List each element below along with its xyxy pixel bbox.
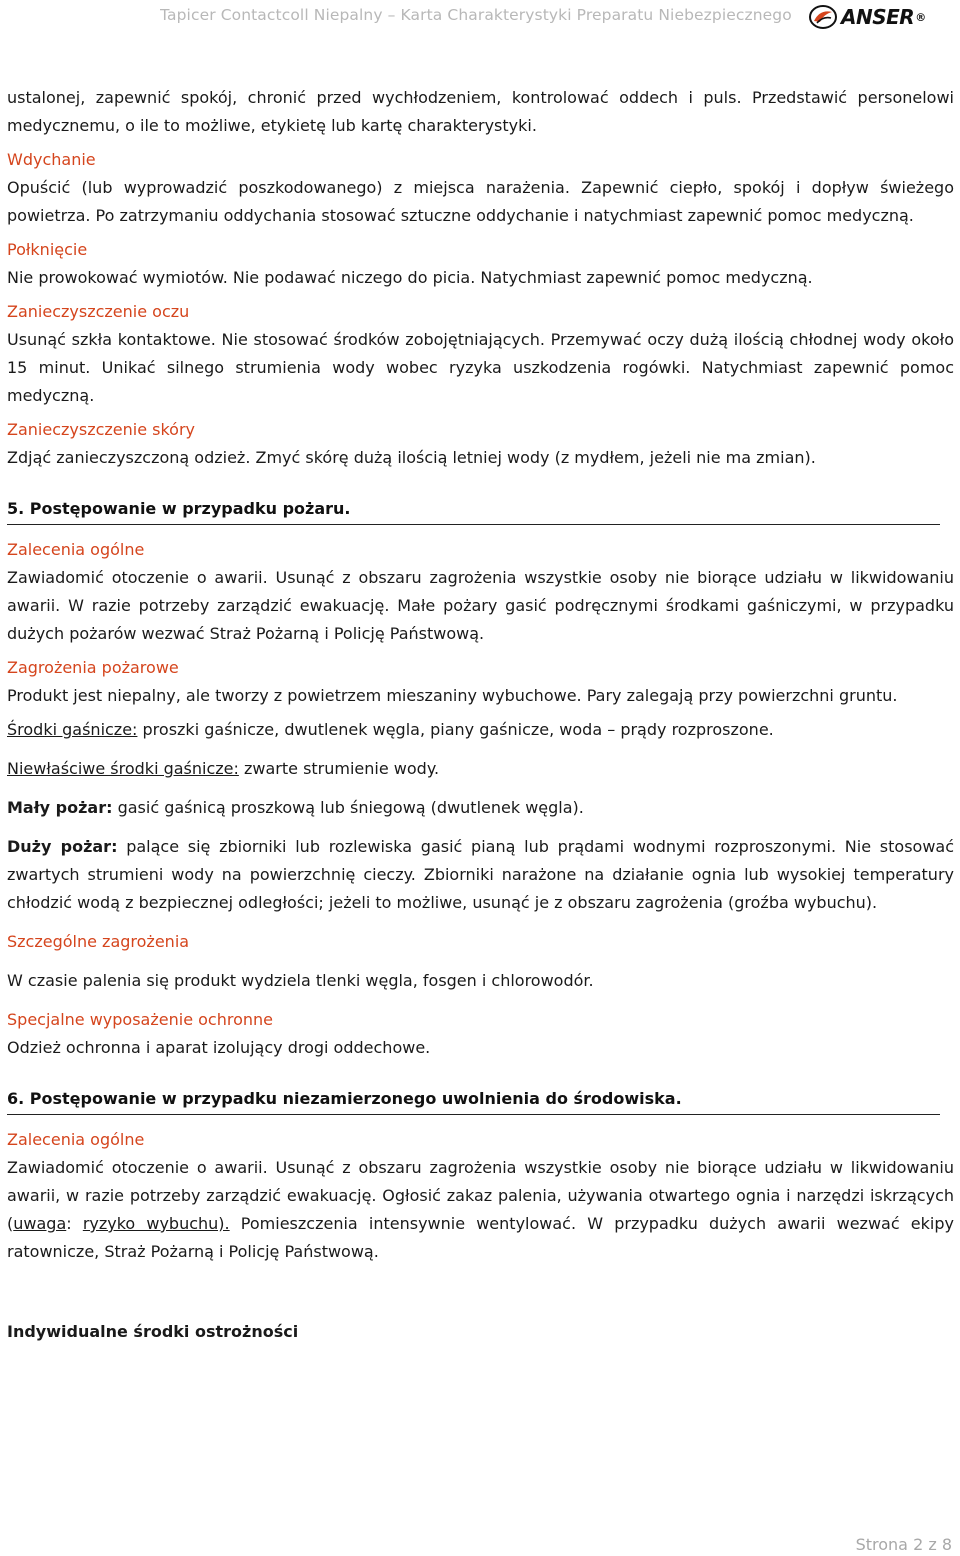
- subheading-personal-precautions: Indywidualne środki ostrożności: [7, 1322, 299, 1341]
- section-title-5: 5. Postępowanie w przypadku pożaru.: [7, 495, 940, 525]
- page-number: Strona 2 z 8: [855, 1535, 952, 1554]
- extinguishing-media: [7, 716, 954, 744]
- logo-wordmark: ANSER: [841, 5, 915, 29]
- label: Duży pożar:: [7, 837, 118, 856]
- subheading-skin-contact: Zanieczyszczenie skóry: [7, 420, 196, 439]
- subheading-general: Zalecenia ogólne: [7, 1130, 145, 1149]
- text: :: [66, 1214, 83, 1233]
- note-word: uwaga: [13, 1214, 67, 1233]
- paragraph: Usunąć szkła kontaktowe. Nie stosować środków zobojętniających. Przemywać oczy dużą ilością chłodnej wody około 15 minut. Unikać silnego strumienia wody wobec ryzyka uszkodzenia rogówki. Natychmiast zapewnić pomoc medyczną.: [7, 330, 954, 405]
- text: zwarte strumienie wody.: [238, 759, 440, 778]
- text: palące się zbiorniki lub rozlewiska gasić pianą lub prądami wodnymi rozproszonymi. Nie stosować zwartych strumieni wody na powierzchnię cieczy. Zbiorniki narażone na działanie ognia lub wysokiej temperatury chłodzić wodą z bezpiecznej odległości; jeżeli to możliwe, usunąć je z obszaru zagrożenia (groźba wybuchu).: [7, 837, 955, 912]
- subheading-protective-equipment: Specjalne wyposażenie ochronne: [7, 1010, 273, 1029]
- logo-emblem-icon: [808, 4, 838, 30]
- paragraph: Produkt jest niepalny, ale tworzy z powietrzem mieszaniny wybuchowe. Pary zalegają przy powierzchni gruntu.: [7, 686, 898, 705]
- subheading-eye-contact: Zanieczyszczenie oczu: [7, 302, 190, 321]
- subheading-special-hazards: Szczególne zagrożenia: [7, 932, 190, 951]
- paragraph: W czasie palenia się produkt wydziela tlenki węgla, fosgen i chlorowodór.: [7, 971, 594, 990]
- paragraph: Zdjąć zanieczyszczoną odzież. Zmyć skórę dużą ilością letniej wody (z mydłem, jeżeli nie ma zmian).: [7, 448, 816, 467]
- large-fire: [7, 833, 954, 917]
- label: Mały pożar:: [7, 798, 113, 817]
- paragraph: [7, 1154, 954, 1266]
- subheading-inhalation: Wdychanie: [7, 150, 96, 169]
- page-header: [0, 0, 960, 36]
- text: proszki gaśnicze, dwutlenek węgla, piany gaśnicze, woda – prądy rozproszone.: [137, 720, 774, 739]
- label: Niewłaściwe środki gaśnicze:: [7, 759, 239, 778]
- text: Zawiadomić otoczenie o awarii. Usunąć z obszaru zagrożenia wszystkie osoby nie biorące udziału w likwidowaniu awarii, w razie potrzeby zarządzić ewakuację. Ogłosić zakaz palenia, używania otwartego ognia i narzędzi iskrzących (: [7, 1158, 954, 1233]
- paragraph: Opuścić (lub wyprowadzić poszkodowanego) z miejsca narażenia. Zapewnić ciepło, spokój i dopływ świeżego powietrza. Po zatrzymaniu oddychania stosować sztuczne oddychanie i natychmiast zapewnić pomoc medyczną.: [7, 178, 954, 225]
- text: gasić gaśnicą proszkową lub śniegową (dwutlenek węgla).: [112, 798, 584, 817]
- anser-logo: [808, 3, 958, 31]
- text: Pomieszczenia intensywnie wentylować. W przypadku dużych awarii wezwać ekipy ratownicze, Straż Pożarną i Policję Państwową.: [7, 1214, 954, 1261]
- paragraph: Zawiadomić otoczenie o awarii. Usunąć z obszaru zagrożenia wszystkie osoby nie biorące udziału w likwidowaniu awarii. W razie potrzeby zarządzić ewakuację. Małe pożary gasić podręcznymi środkami gaśniczymi, w przypadku dużych pożarów wezwać Straż Pożarną i Policję Państwową.: [7, 568, 954, 643]
- paragraph: Nie prowokować wymiotów. Nie podawać niczego do picia. Natychmiast zapewnić pomoc medyczną.: [7, 268, 813, 287]
- risk-word: ryzyko wybuchu).: [82, 1214, 230, 1233]
- unsuitable-media: [7, 755, 954, 783]
- subheading-fire-hazards: Zagrożenia pożarowe: [7, 658, 179, 677]
- registered-mark: ®: [915, 10, 927, 24]
- small-fire: [7, 794, 954, 822]
- document-title: Tapicer Contactcoll Niepalny – Karta Charakterystyki Preparatu Niebezpiecznego: [160, 6, 792, 24]
- subheading-general: Zalecenia ogólne: [7, 540, 145, 559]
- document-body: [7, 84, 954, 1346]
- label: Środki gaśnicze:: [7, 720, 138, 739]
- subheading-ingestion: Połknięcie: [7, 240, 88, 259]
- paragraph: Odzież ochronna i aparat izolujący drogi oddechowe.: [7, 1038, 431, 1057]
- section-title-6: 6. Postępowanie w przypadku niezamierzonego uwolnienia do środowiska.: [7, 1085, 940, 1115]
- paragraph: ustalonej, zapewnić spokój, chronić przed wychłodzeniem, kontrolować oddech i puls. Przedstawić personelowi medycznemu, o ile to możliwe, etykietę lub kartę charakterystyki.: [7, 88, 954, 135]
